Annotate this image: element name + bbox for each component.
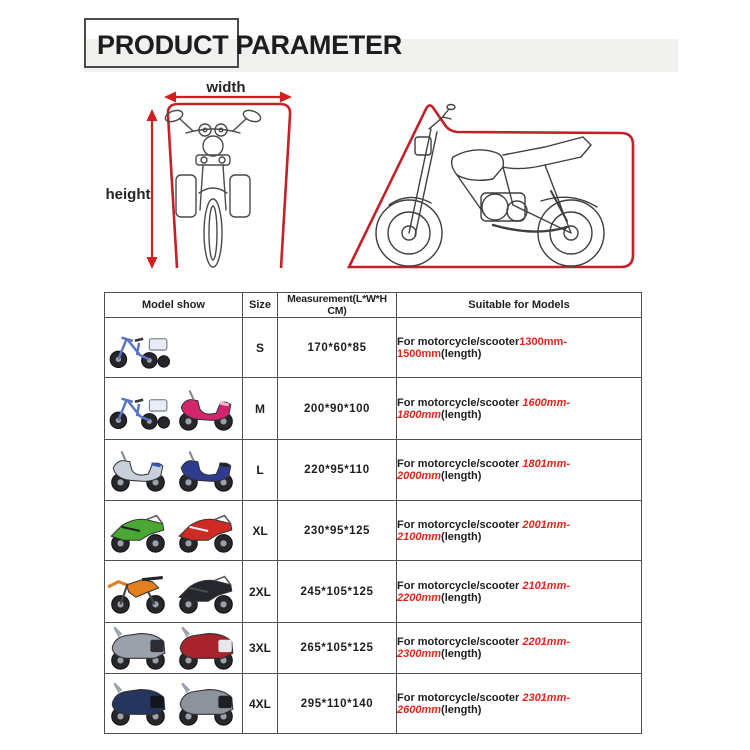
length-range: 1600mm-1800mm bbox=[397, 396, 571, 421]
length-range: 1300mm-1500mm bbox=[397, 335, 567, 360]
width-label: width bbox=[206, 79, 246, 96]
suitable-text bbox=[397, 623, 642, 674]
model-photos bbox=[105, 385, 242, 433]
model-photos bbox=[105, 624, 242, 672]
measurement-value: 295*110*140 bbox=[278, 674, 397, 734]
red-white-sport-bike-photo bbox=[173, 507, 239, 555]
suitable-prefix: For motorcycle/scooter bbox=[397, 458, 523, 470]
suitable-suffix: (length) bbox=[441, 408, 482, 421]
model-photos bbox=[105, 568, 242, 616]
table-row-l bbox=[105, 440, 642, 501]
front-view-diagram bbox=[100, 75, 300, 290]
model-photos bbox=[105, 324, 242, 372]
suitable-suffix: (length) bbox=[441, 703, 482, 716]
silver-goldwing-tourer-photo bbox=[173, 680, 239, 728]
size-value: S bbox=[243, 318, 278, 378]
black-street-bike-photo bbox=[173, 568, 239, 616]
blue-white-tricycle-photo bbox=[105, 324, 171, 372]
suitable-suffix: (length) bbox=[441, 648, 482, 660]
col-header-model: Model show bbox=[105, 293, 243, 318]
green-sport-bike-photo bbox=[105, 507, 171, 555]
blue-black-scooter-photo bbox=[173, 446, 239, 494]
table-header-row bbox=[105, 293, 642, 318]
pink-scooter-photo bbox=[173, 385, 239, 433]
col-header-measurement: Measurement(L*W*H CM) bbox=[278, 293, 397, 318]
cover-outline-side bbox=[349, 105, 633, 267]
suitable-suffix: (length) bbox=[441, 470, 482, 482]
side-view-diagram bbox=[345, 95, 645, 290]
white-blue-underbone-bike-photo bbox=[105, 446, 171, 494]
measurement-value: 170*60*85 bbox=[278, 318, 397, 378]
length-range: 2001mm-2100mm bbox=[397, 518, 571, 543]
suitable-prefix: For motorcycle/scooter bbox=[397, 691, 523, 704]
table-row-s bbox=[105, 318, 642, 378]
blue-tricycle-photo bbox=[105, 385, 171, 433]
size-value: L bbox=[243, 440, 278, 501]
table-row-xl bbox=[105, 501, 642, 561]
col-header-suitable: Suitable for Models bbox=[397, 293, 642, 318]
suitable-suffix: (length) bbox=[441, 591, 482, 604]
measurement-value: 220*95*110 bbox=[278, 440, 397, 501]
page-title: PRODUCT PARAMETER bbox=[97, 30, 402, 60]
suitable-prefix: For motorcycle/scooter bbox=[397, 636, 523, 648]
measurement-value: 245*105*125 bbox=[278, 561, 397, 623]
silver-sport-tourer-photo bbox=[105, 624, 171, 672]
table-row-2xl bbox=[105, 561, 642, 623]
suitable-text bbox=[397, 318, 642, 378]
suitable-text bbox=[397, 501, 642, 561]
navy-touring-cruiser-photo bbox=[105, 680, 171, 728]
model-photos bbox=[105, 507, 242, 555]
size-value: XL bbox=[243, 501, 278, 561]
suitable-prefix: For motorcycle/scooter bbox=[397, 335, 520, 348]
suitable-suffix: (length) bbox=[441, 530, 482, 543]
size-value: M bbox=[243, 378, 278, 440]
table-row-m bbox=[105, 378, 642, 440]
cover-outline-front bbox=[168, 104, 290, 268]
table-row-4xl bbox=[105, 674, 642, 734]
suitable-text bbox=[397, 378, 642, 440]
length-range: 1801mm-2000mm bbox=[397, 458, 571, 482]
orange-dirt-bike-photo bbox=[105, 568, 171, 616]
motorcycle-side-sketch bbox=[376, 105, 604, 267]
suitable-text bbox=[397, 561, 642, 623]
model-photos bbox=[105, 446, 242, 494]
length-range: 2301mm-2600mm bbox=[397, 691, 571, 716]
size-value: 4XL bbox=[243, 674, 278, 734]
red-touring-scooter-photo bbox=[173, 624, 239, 672]
length-range: 2201mm-2300mm bbox=[397, 636, 571, 660]
motorcycle-front-sketch bbox=[164, 108, 262, 267]
suitable-text bbox=[397, 440, 642, 501]
suitable-prefix: For motorcycle/scooter bbox=[397, 518, 523, 531]
length-range: 2101mm-2200mm bbox=[397, 579, 571, 604]
col-header-size: Size bbox=[243, 293, 278, 318]
suitable-text bbox=[397, 674, 642, 734]
table-row-3xl bbox=[105, 623, 642, 674]
measurement-value: 230*95*125 bbox=[278, 501, 397, 561]
suitable-suffix: (length) bbox=[441, 347, 482, 360]
model-photos bbox=[105, 680, 242, 728]
measurement-value: 200*90*100 bbox=[278, 378, 397, 440]
size-value: 2XL bbox=[243, 561, 278, 623]
size-chart-table bbox=[104, 292, 642, 734]
size-value: 3XL bbox=[243, 623, 278, 674]
height-label: height bbox=[105, 186, 151, 203]
suitable-prefix: For motorcycle/scooter bbox=[397, 579, 523, 592]
suitable-prefix: For motorcycle/scooter bbox=[397, 396, 523, 409]
measurement-value: 265*105*125 bbox=[278, 623, 397, 674]
